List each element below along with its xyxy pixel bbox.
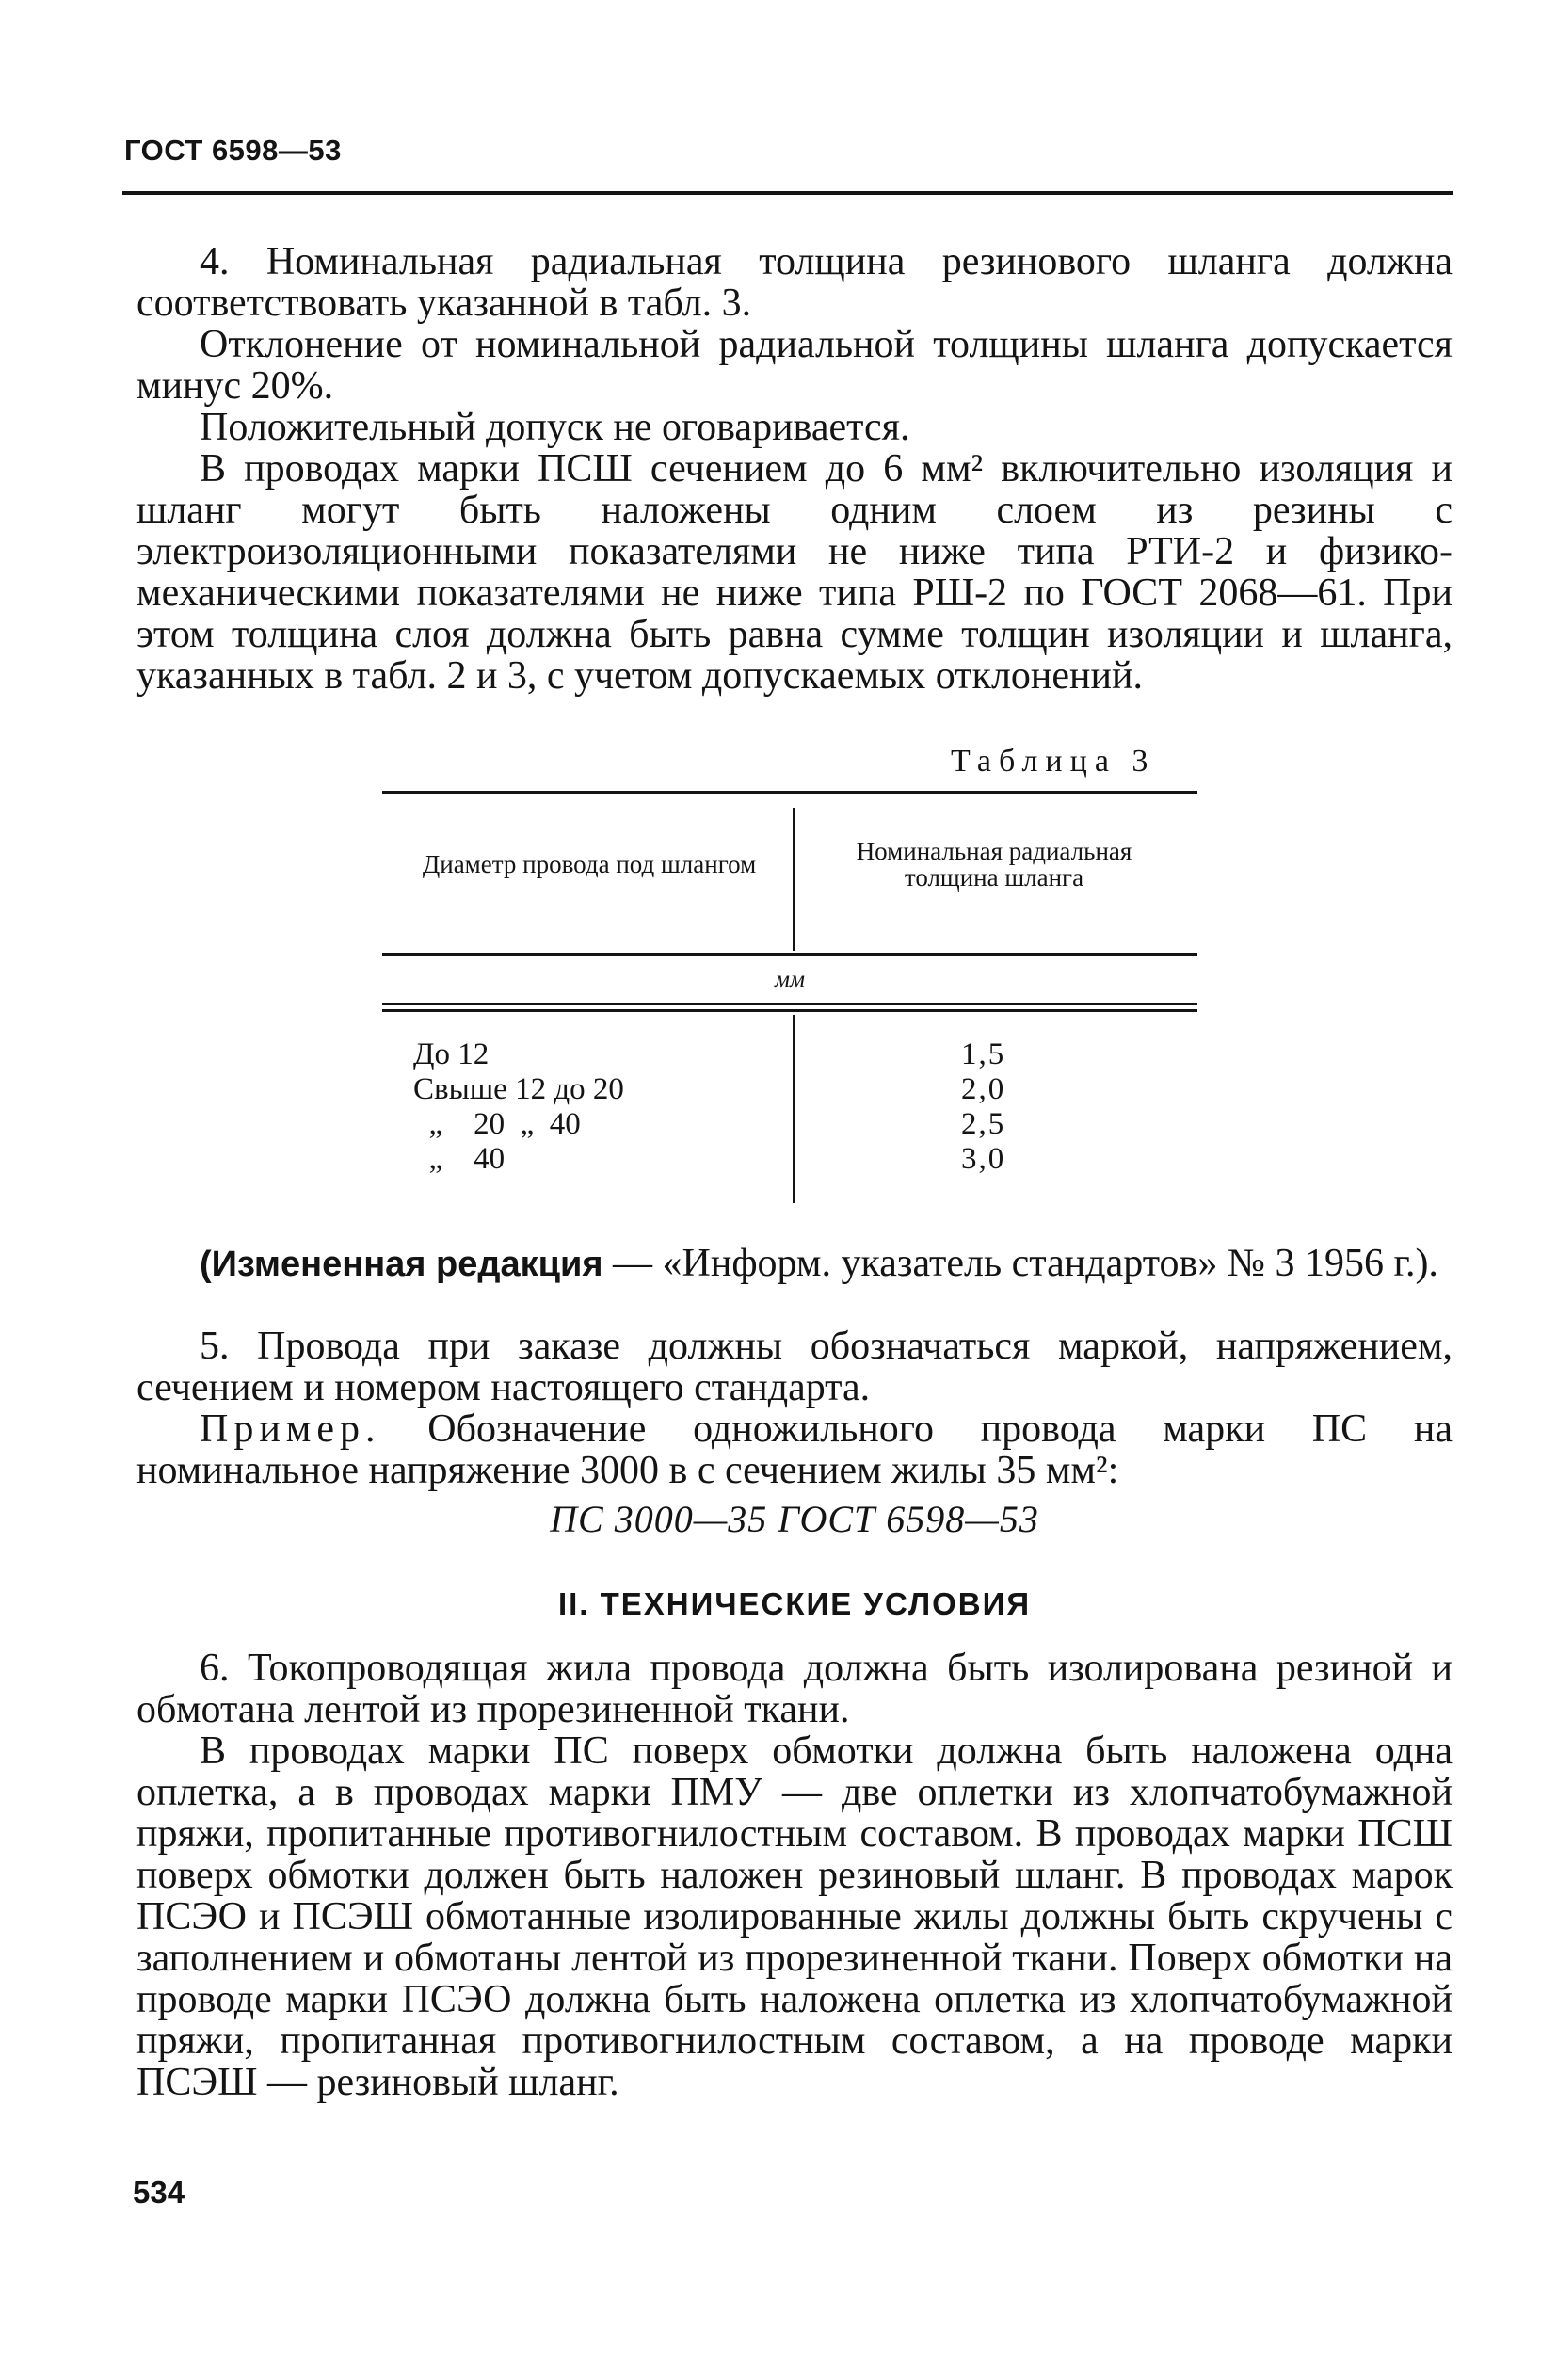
paragraph-deviation: Отклонение от номинальной радиальной толщины шланга допускается минус 20%. <box>136 323 1453 408</box>
table-cell-diameter: „ 20 „ 40 <box>413 1107 581 1141</box>
table-unit-rule-2 <box>382 1009 1197 1012</box>
paragraph-4: 4. Номинальная радиальная толщина резинового шланга должна соответствовать указанной в табл. 3. <box>136 240 1453 325</box>
table-unit: мм <box>775 967 805 992</box>
table-cell-thickness: 2,5 <box>961 1107 1006 1141</box>
table-3 <box>382 791 1197 1205</box>
example-label: Пример. <box>200 1407 381 1451</box>
table-top-rule <box>382 791 1197 794</box>
document-header: ГОСТ 6598—53 <box>124 134 342 167</box>
table-diameter-column <box>413 1037 624 1177</box>
example-paragraph <box>136 1408 1453 1491</box>
paragraph-tolerance: Положительный допуск не оговаривается. <box>200 406 910 449</box>
table-title: Таблица 3 <box>951 744 1156 779</box>
table-thickness-column <box>961 1037 1005 1177</box>
designation-formula: ПС 3000—35 ГОСТ 6598—53 <box>550 1498 1039 1540</box>
table-header-rule <box>382 953 1197 956</box>
table-cell-diameter: „ 40 <box>413 1142 506 1176</box>
table-cell-thickness: 2,0 <box>961 1072 1006 1106</box>
page-number: 534 <box>133 2175 185 2210</box>
table-unit-rule-1 <box>382 1003 1197 1005</box>
paragraph-6: 6. Токопроводящая жила провода должна быть изолирована резиной и обмотана лентой из прорезиненной ткани. <box>136 1647 1453 1731</box>
table-header-divider <box>793 808 795 951</box>
example-text: Обозначение одножильного провода марки ПС на номинальное напряжение 3000 в с сечением жилы 35 мм²: <box>136 1407 1453 1492</box>
paragraph-7: В проводах марки ПС поверх обмотки должна быть наложена одна оплетка, а в проводах марки ПМУ — две оплетки из хлопчатобумажной пряжи, пропитанные противогнилостным составом. В проводах марки ПСШ поверх обмотки должен быть наложен резиновый шланг. В проводах марок ПСЭО и ПСЭШ обмотанные изолированные жилы должны быть скручены с заполнением и обмотаны лентой из прорезиненной ткани. Поверх обмотки на проводе марки ПСЭО должна быть наложена оплетка из хлопчатобумажной пряжи, пропитанная противогнилостным составом, а на проводе марки ПСЭШ — резиновый шланг. <box>136 1729 1453 2104</box>
table-cell-diameter: Свыше 12 до 20 <box>413 1072 624 1106</box>
table-cell-thickness: 3,0 <box>961 1142 1006 1176</box>
header-rule <box>122 191 1453 195</box>
table-header-diameter: Диаметр провода под шлангом <box>422 850 757 878</box>
section-title: II. ТЕХНИЧЕСКИЕ УСЛОВИЯ <box>557 1586 1032 1621</box>
table-header-thickness: Номинальная радиальная толщина шланга <box>856 837 1132 892</box>
paragraph-5: 5. Провода при заказе должны обозначаться маркой, напряжением, сечением и номером настоящего стандарта. <box>136 1325 1453 1409</box>
amendment-bold: (Измененная редакция <box>200 1245 603 1284</box>
paragraph-psh-wires: В проводах марки ПСШ сечением до 6 мм² включительно изоляция и шланг могут быть наложены одним слоем из резины с электроизоляционными показателями не ниже типа РТИ-2 и физико-механическими показателями не ниже типа РШ-2 по ГОСТ 2068—61. При этом толщина слоя должна быть равна сумме толщин изоляции и шланга, указанных в табл. 2 и 3, с учетом допускаемых отклонений. <box>136 447 1453 698</box>
table-cell-thickness: 1,5 <box>961 1037 1006 1071</box>
table-cell-diameter: До 12 <box>413 1037 490 1071</box>
amendment-note <box>136 1243 1453 1285</box>
table-body-divider <box>793 1015 795 1203</box>
amendment-text: — «Информ. указатель стандартов» № 3 1956 г.). <box>602 1242 1438 1285</box>
